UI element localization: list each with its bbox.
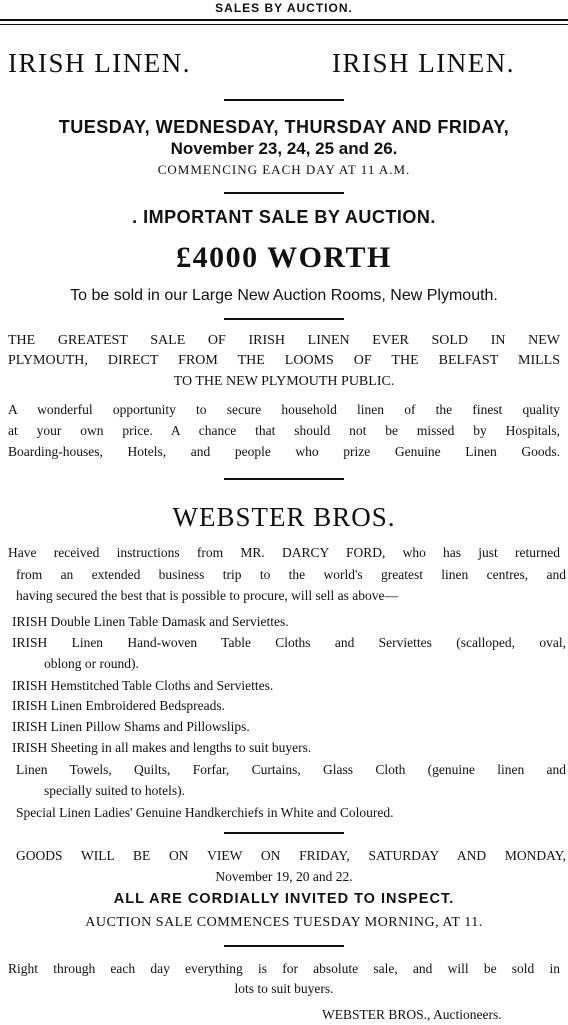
divider [224, 192, 344, 194]
greatest-line-3: TO THE NEW PLYMOUTH PUBLIC. [173, 374, 395, 389]
greatest-line-1: THE GREATEST SALE OF IRISH LINEN EVER SOLD IN NEW [8, 333, 560, 348]
view-line-2: November 19, 20 and 22. [215, 869, 353, 884]
title-left: IRISH LINEN. [8, 48, 191, 78]
divider [224, 99, 344, 101]
divider [224, 478, 344, 480]
instructions-line-3: having secured the best that is possible to procure, will sell as above— [16, 588, 399, 603]
list-item: specially suited to hotels). [44, 783, 185, 798]
instructions-line-2: from an extended business trip to the world's greatest linen centres, and [16, 567, 566, 582]
list-item: IRISH Hemstitched Table Cloths and Serviettes. [12, 678, 274, 693]
right-through-line-2: lots to suit buyers. [234, 981, 334, 996]
view-line-1: GOODS WILL BE ON VIEW ON FRIDAY, SATURDAY AND MONDAY, [16, 848, 566, 863]
instructions-line-1: Have received instructions from MR. DARCY FORD, who has just returned [8, 545, 560, 560]
header-rule [0, 19, 568, 21]
list-item: Linen Towels, Quilts, Forfar, Curtains, Glass Cloth (genuine linen and [16, 762, 566, 777]
divider [224, 318, 344, 320]
greatest-line-2: PLYMOUTH, DIRECT FROM THE LOOMS OF THE BELFAST MILLS [8, 353, 560, 368]
header-rule-thin [0, 24, 568, 25]
list-item: IRISH Linen Pillow Shams and Pillowslips. [12, 719, 250, 734]
sale-days: TUESDAY, WEDNESDAY, THURSDAY AND FRIDAY, [58, 117, 510, 137]
list-item: oblong or round). [44, 656, 139, 671]
divider [224, 832, 344, 834]
to-be-sold: To be sold in our Large New Auction Rooms, New Plymouth. [70, 287, 498, 304]
signature: WEBSTER BROS., Auctioneers. [322, 1007, 502, 1022]
worth-heading: £4000 WORTH [176, 241, 392, 274]
auction-commences: AUCTION SALE COMMENCES TUESDAY MORNING, AT 11. [85, 915, 483, 930]
list-item: IRISH Linen Embroidered Bedspreads. [12, 698, 225, 713]
opportunity-line-2: at your own price. A chance that should not be missed by Hospitals, [8, 423, 560, 438]
opportunity-line-3: Boarding-houses, Hotels, and people who prize Genuine Linen Goods. [8, 444, 560, 459]
commencing-time: COMMENCING EACH DAY AT 11 A.M. [157, 162, 411, 177]
important-sale: . IMPORTANT SALE BY AUCTION. [132, 207, 436, 227]
divider [224, 945, 344, 947]
invited: ALL ARE CORDIALLY INVITED TO INSPECT. [113, 891, 455, 907]
list-item: IRISH Double Linen Table Damask and Serviettes. [12, 614, 289, 629]
opportunity-line-1: A wonderful opportunity to secure household linen of the finest quality [8, 402, 560, 417]
page-header: SALES BY AUCTION. [215, 1, 353, 15]
right-through-line-1: Right through each day everything is for absolute sale, and will be sold in [8, 961, 560, 976]
list-item: Special Linen Ladies' Genuine Handkerchiefs in White and Coloured. [16, 805, 394, 820]
list-item: IRISH Linen Hand-woven Table Cloths and Serviettes (scalloped, oval, [12, 635, 566, 650]
title-right: IRISH LINEN. [332, 48, 515, 78]
sale-dates: November 23, 24, 25 and 26. [170, 139, 398, 158]
webster-heading: WEBSTER BROS. [172, 502, 396, 532]
list-item: IRISH Sheeting in all makes and lengths to suit buyers. [12, 740, 312, 755]
